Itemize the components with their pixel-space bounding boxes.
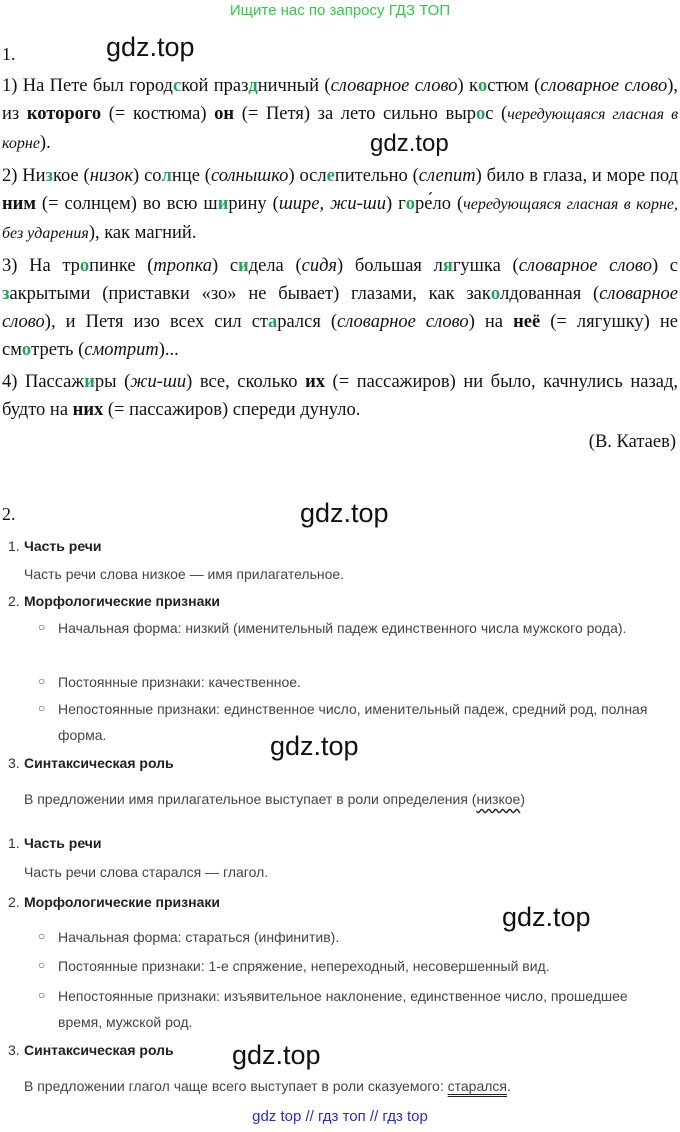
section-text: Часть речи слова старался — глагол. — [24, 864, 269, 880]
bullet-icon: ○ — [38, 674, 46, 688]
bullet-text: Постоянные признаки: 1-е спряжение, непереходный, несовершенный вид. — [58, 958, 550, 974]
watermark: gdz.top — [370, 130, 449, 157]
bullet-icon: ○ — [38, 701, 46, 715]
section-heading: Часть речи — [24, 538, 102, 554]
sentence-3: 3) На тропинке (тропка) сидела (сидя) большая лягушка (словарное слово) с закрытыми (приставки «зо» не бывает) глазами, как заколдованная (словарное слово), и Петя изо всех сил старался (словарное слово) на неё (= лягушку) не смотреть (смотрит)... — [2, 256, 679, 360]
watermark: gdz.top — [232, 1040, 321, 1070]
promo-banner: Ищите нас по запросу ГДЗ ТОП — [229, 2, 451, 19]
task-number-2: 2. — [2, 504, 16, 524]
bullet-text: Непостоянные признаки: изъявительное наклонение, единственное число, прошедшее время, мужской род. — [58, 988, 628, 1030]
list-number: 3. — [8, 755, 20, 771]
watermark: gdz.top — [300, 498, 389, 528]
section-text: В предложении имя прилагательное выступает в роли определения (низкое) — [24, 791, 525, 807]
watermark: gdz.top — [106, 32, 195, 62]
bullet-icon: ○ — [38, 620, 46, 634]
task-number-1: 1. — [2, 44, 16, 64]
sentence-2: 2) Низкое (низок) солнце (солнышко) ослепительно (слепит) било в глаза, и море под ним (= солнцем) во всю ширину (шире, жи-ши) горе́ло (чередующаяся гласная в корне, без ударения), как магний. — [2, 166, 679, 243]
bullet-icon: ○ — [38, 988, 46, 1002]
section-text: Часть речи слова низкое — имя прилагательное. — [24, 566, 345, 582]
section-text: В предложении глагол чаще всего выступает в роли сказуемого: старался. — [24, 1078, 511, 1094]
footer-links: gdz top // гдз топ // гдз top — [252, 1108, 428, 1125]
section-heading: Морфологические признаки — [24, 894, 220, 910]
section-heading: Синтаксическая роль — [24, 755, 174, 771]
bullet-text: Начальная форма: низкий (именительный падеж единственного числа мужского рода). — [58, 620, 627, 636]
list-number: 2. — [8, 593, 20, 609]
list-number: 2. — [8, 894, 20, 910]
watermark: gdz.top — [270, 731, 359, 761]
bullet-text: Начальная форма: стараться (инфинитив). — [58, 929, 340, 945]
sentence-1: 1) На Пете был городской праздничный (словарное слово) костюм (словарное слово), из которого (= костюма) он (= Петя) за лето сильно вырос (чередующаяся гласная в корне). — [2, 76, 679, 153]
section-heading: Часть речи — [24, 835, 102, 851]
list-number: 3. — [8, 1042, 20, 1058]
sentence-4: 4) Пассажиры (жи-ши) все, сколько их (= пассажиров) ни было, качнулись назад, будто на них (= пассажиров) спереди дунуло. — [2, 372, 679, 420]
list-number: 1. — [8, 538, 20, 554]
bullet-text: Постоянные признаки: качественное. — [58, 674, 301, 690]
bullet-icon: ○ — [38, 929, 46, 943]
section-heading: Синтаксическая роль — [24, 1042, 174, 1058]
bullet-text: Непостоянные признаки: единственное число, именительный падеж, средний род, полная форма. — [58, 701, 648, 743]
list-number: 1. — [8, 835, 20, 851]
watermark: gdz.top — [502, 902, 591, 932]
section-heading: Морфологические признаки — [24, 593, 220, 609]
author: (В. Катаев) — [588, 432, 676, 452]
task1-text — [2, 72, 678, 428]
bullet-icon: ○ — [38, 958, 46, 972]
